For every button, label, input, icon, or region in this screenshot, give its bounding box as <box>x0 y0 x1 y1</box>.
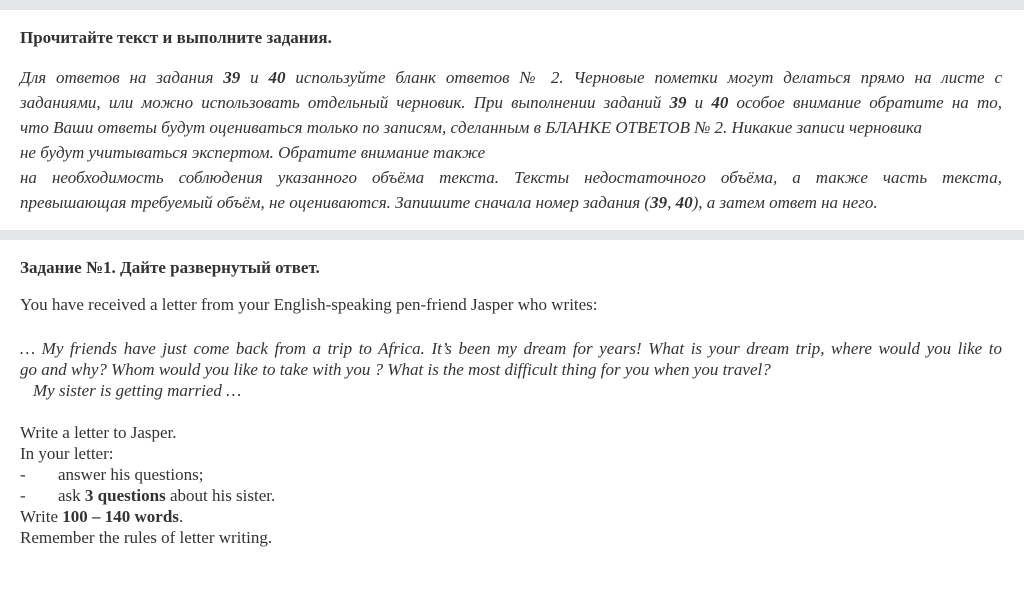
letter-excerpt <box>20 338 1002 401</box>
bullet-ask: - ask 3 questions about his sister. <box>20 486 276 505</box>
instructions-line: что Ваши ответы будут оцениваться только по записям, сделанным в БЛАНКЕ ОТВЕТОВ № 2. Никакие записи черновика <box>20 118 922 137</box>
top-divider-band <box>0 0 1024 10</box>
word-count-line: Write 100 – 140 words. <box>20 507 184 526</box>
bullet-dash: - <box>20 486 26 505</box>
task-heading: Задание №1. Дайте развернутый ответ. <box>20 258 320 277</box>
remember-line: Remember the rules of letter writing. <box>20 528 273 547</box>
bullet-answer: - answer his questions; <box>20 465 204 484</box>
task-instructions <box>20 422 275 548</box>
in-letter-line: In your letter: <box>20 444 114 463</box>
instructions-heading: Прочитайте текст и выполните задания. <box>20 28 332 47</box>
instructions-line: не будут учитываться экспертом. Обратите внимание также <box>20 143 486 162</box>
instructions-line: превышающая требуемый объём, не оцениваются. Запишите сначала номер задания (39, 40), а затем ответ на него. <box>20 193 878 212</box>
write-to-line: Write a letter to Jasper. <box>20 423 177 442</box>
section-divider-band <box>0 230 1024 240</box>
task-intro: You have received a letter from your English-speaking pen-friend Jasper who writes: <box>20 295 598 314</box>
letter-line: go and why? Whom would you like to take with you ? What is the most difficult thing for you when you travel? <box>20 360 771 379</box>
instructions-paragraph <box>20 65 1002 215</box>
letter-line: … My friends have just come back from a trip to Africa. It’s been my dream for years! What is your dream trip, where would you like to <box>20 339 1002 358</box>
letter-line: My sister is getting married … <box>33 381 242 400</box>
instructions-line: заданиями, или можно использовать отдельный черновик. При выполнении заданий 39 и 40 особое внимание обратите на то, <box>20 93 1003 112</box>
instructions-line: Для ответов на задания 39 и 40 используйте бланк ответов № 2. Черновые пометки могут делаться прямо на листе с <box>20 68 1002 87</box>
bullet-dash: - <box>20 465 26 484</box>
instructions-line: на необходимость соблюдения указанного объёма текста. Тексты недостаточного объёма, а также часть текста, <box>20 168 1002 187</box>
